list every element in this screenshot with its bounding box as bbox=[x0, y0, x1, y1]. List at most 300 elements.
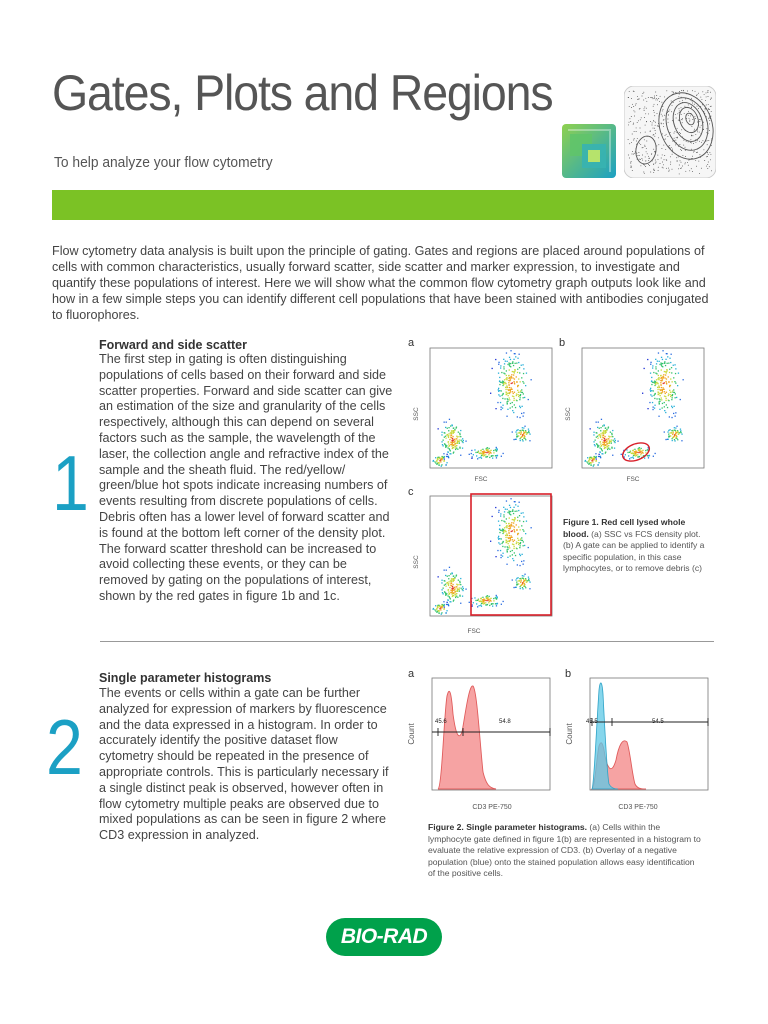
density-dot bbox=[629, 452, 630, 453]
density-dot bbox=[663, 389, 664, 390]
density-dot bbox=[510, 527, 511, 528]
density-dot bbox=[435, 610, 436, 611]
density-dot bbox=[509, 363, 510, 364]
contour-dot bbox=[653, 170, 654, 171]
density-dot bbox=[671, 406, 672, 407]
density-dot bbox=[518, 392, 519, 393]
density-dot bbox=[439, 605, 440, 606]
density-dot bbox=[443, 457, 444, 458]
density-dot bbox=[595, 457, 596, 458]
density-dot bbox=[477, 600, 478, 601]
density-dot bbox=[605, 452, 606, 453]
contour-dot bbox=[628, 155, 629, 156]
density-dot bbox=[602, 444, 603, 445]
density-dot bbox=[484, 455, 485, 456]
density-dot bbox=[454, 429, 455, 430]
contour-dot bbox=[682, 119, 683, 120]
density-dot bbox=[495, 408, 496, 409]
density-dot bbox=[625, 454, 626, 455]
density-dot bbox=[670, 432, 671, 433]
contour-dot bbox=[691, 126, 692, 127]
contour-dot bbox=[637, 138, 638, 139]
contour-dot bbox=[667, 136, 668, 137]
contour-dot bbox=[676, 137, 677, 138]
contour-dot bbox=[639, 109, 640, 110]
density-dot bbox=[451, 579, 452, 580]
density-dot bbox=[453, 432, 454, 433]
density-dot bbox=[506, 523, 507, 524]
density-dot bbox=[645, 450, 646, 451]
density-dot bbox=[650, 394, 651, 395]
density-dot bbox=[503, 368, 504, 369]
density-dot bbox=[496, 450, 497, 451]
density-dot bbox=[513, 396, 514, 397]
contour-dot bbox=[706, 92, 707, 93]
density-dot bbox=[669, 369, 670, 370]
density-dot bbox=[508, 543, 509, 544]
contour-dot bbox=[711, 111, 712, 112]
density-dot bbox=[600, 441, 601, 442]
density-dot bbox=[444, 443, 445, 444]
density-dot bbox=[671, 372, 672, 373]
density-dot bbox=[596, 458, 597, 459]
density-dot bbox=[508, 523, 509, 524]
contour-dot bbox=[671, 147, 672, 148]
density-dot bbox=[671, 367, 672, 368]
density-dot bbox=[667, 363, 668, 364]
density-dot bbox=[521, 365, 522, 366]
contour-dot bbox=[656, 162, 657, 163]
density-dot bbox=[514, 392, 515, 393]
density-dot bbox=[522, 439, 523, 440]
contour-dot bbox=[661, 148, 662, 149]
contour-dot bbox=[644, 108, 645, 109]
density-dot bbox=[515, 555, 516, 556]
density-dot bbox=[601, 439, 602, 440]
density-dot bbox=[512, 363, 513, 364]
contour-dot bbox=[633, 123, 634, 124]
contour-dot bbox=[701, 168, 702, 169]
density-dot bbox=[637, 454, 638, 455]
density-dot bbox=[444, 460, 445, 461]
contour-dot bbox=[671, 111, 672, 112]
density-dot bbox=[459, 582, 460, 583]
density-dot bbox=[664, 391, 665, 392]
density-dot bbox=[665, 381, 666, 382]
density-dot bbox=[521, 579, 522, 580]
contour-dot bbox=[658, 159, 659, 160]
density-dot bbox=[668, 434, 669, 435]
density-dot bbox=[666, 378, 667, 379]
contour-dot bbox=[658, 170, 659, 171]
contour-dot bbox=[676, 118, 677, 119]
density-dot bbox=[459, 439, 460, 440]
density-dot bbox=[459, 447, 460, 448]
density-dot bbox=[523, 545, 524, 546]
contour-dot bbox=[628, 97, 629, 98]
density-dot bbox=[497, 448, 498, 449]
density-dot bbox=[443, 453, 444, 454]
density-dot bbox=[522, 587, 523, 588]
density-dot bbox=[586, 461, 587, 462]
density-dot bbox=[654, 405, 655, 406]
density-dot bbox=[453, 442, 454, 443]
density-dot bbox=[597, 438, 598, 439]
contour-dot bbox=[629, 106, 630, 107]
contour-dot bbox=[709, 120, 710, 121]
contour-dot bbox=[697, 131, 698, 132]
density-dot bbox=[502, 408, 503, 409]
fig1c-ylabel: SSC bbox=[413, 555, 420, 569]
contour-dot bbox=[648, 158, 649, 159]
contour-dot bbox=[659, 101, 660, 102]
density-dot bbox=[650, 362, 651, 363]
density-dot bbox=[503, 531, 504, 532]
contour-dot bbox=[654, 98, 655, 99]
density-dot bbox=[639, 456, 640, 457]
contour-dot bbox=[706, 166, 707, 167]
density-dot bbox=[516, 363, 517, 364]
contour-dot bbox=[701, 99, 702, 100]
density-dot bbox=[525, 439, 526, 440]
density-dot bbox=[512, 402, 513, 403]
contour-dot bbox=[662, 162, 663, 163]
density-dot bbox=[510, 555, 511, 556]
density-dot bbox=[674, 364, 675, 365]
density-dot bbox=[454, 588, 455, 589]
contour-dot bbox=[655, 92, 656, 93]
fig1c-xlabel: FSC bbox=[467, 628, 481, 635]
density-dot bbox=[452, 436, 453, 437]
density-dot bbox=[441, 457, 442, 458]
contour-dot bbox=[638, 120, 639, 121]
density-dot bbox=[489, 448, 490, 449]
density-dot bbox=[498, 542, 499, 543]
density-dot bbox=[447, 456, 448, 457]
header-icon-cube bbox=[562, 124, 616, 178]
contour-dot bbox=[705, 108, 706, 109]
contour-dot bbox=[706, 156, 707, 157]
density-dot bbox=[506, 370, 507, 371]
density-dot bbox=[496, 603, 497, 604]
density-dot bbox=[506, 352, 507, 353]
density-dot bbox=[503, 373, 504, 374]
contour-dot bbox=[687, 162, 688, 163]
contour-dot bbox=[696, 166, 697, 167]
contour-dot bbox=[695, 118, 696, 119]
density-dot bbox=[524, 426, 525, 427]
density-dot bbox=[442, 444, 443, 445]
density-dot bbox=[520, 407, 521, 408]
density-dot bbox=[506, 392, 507, 393]
density-dot bbox=[515, 579, 516, 580]
section1-body: The first step in gating is often distinguishing populations of cells based on their forward and side scatter properties. Forward and side scatter can give an estimation of the size and granularity of the cells respectively, although this can depend on several factors such as the sample, the wavelength of the laser, the collection angle and refractive index of the sample and the sheath fluid. The red/yellow/ green/blue hot spots indicate increasing numbers of events resulting from discrete populations of cells. Debris often has a lower level of forward scatter and is found at the bottom left corner of the density plot. The forward scatter threshold can be increased to avoid collecting these events, or they can be removed by gating on the populations of interest, shown by the red gates in figure 1b and 1c. bbox=[99, 352, 393, 603]
contour-dot bbox=[633, 110, 634, 111]
contour-dot bbox=[643, 100, 644, 101]
density-dot bbox=[512, 396, 513, 397]
contour-dot bbox=[701, 142, 702, 143]
contour-dot bbox=[631, 142, 632, 143]
contour-dot bbox=[654, 136, 655, 137]
density-dot bbox=[450, 590, 451, 591]
density-dot bbox=[522, 364, 523, 365]
density-dot bbox=[660, 382, 661, 383]
density-dot bbox=[452, 595, 453, 596]
density-dot bbox=[457, 449, 458, 450]
density-dot bbox=[502, 553, 503, 554]
density-dot bbox=[457, 441, 458, 442]
density-dot bbox=[524, 437, 525, 438]
density-dot bbox=[495, 455, 496, 456]
density-dot bbox=[659, 401, 660, 402]
density-dot bbox=[665, 365, 666, 366]
contour-dot bbox=[674, 131, 675, 132]
density-dot bbox=[607, 447, 608, 448]
density-dot bbox=[460, 603, 461, 604]
density-dot bbox=[507, 409, 508, 410]
contour-dot bbox=[663, 164, 664, 165]
contour-dot bbox=[689, 121, 690, 122]
density-dot bbox=[674, 381, 675, 382]
density-dot bbox=[652, 365, 653, 366]
density-dot bbox=[650, 388, 651, 389]
density-dot bbox=[522, 440, 523, 441]
density-dot bbox=[657, 361, 658, 362]
density-dot bbox=[668, 430, 669, 431]
contour-dot bbox=[706, 128, 707, 129]
density-dot bbox=[514, 519, 515, 520]
density-dot bbox=[513, 529, 514, 530]
density-dot bbox=[498, 510, 499, 511]
contour-dot bbox=[672, 120, 673, 121]
contour-dot bbox=[645, 125, 646, 126]
contour-dot bbox=[679, 144, 680, 145]
density-dot bbox=[521, 432, 522, 433]
density-dot bbox=[523, 373, 524, 374]
contour-dot bbox=[673, 92, 674, 93]
density-dot bbox=[513, 365, 514, 366]
contour-dot bbox=[632, 170, 633, 171]
contour-dot bbox=[710, 106, 711, 107]
contour-dot bbox=[655, 163, 656, 164]
density-dot bbox=[441, 589, 442, 590]
density-dot bbox=[656, 363, 657, 364]
density-dot bbox=[673, 432, 674, 433]
density-dot bbox=[665, 439, 666, 440]
density-dot bbox=[441, 605, 442, 606]
density-dot bbox=[521, 580, 522, 581]
density-dot bbox=[448, 441, 449, 442]
density-dot bbox=[498, 388, 499, 389]
density-dot bbox=[481, 458, 482, 459]
density-dot bbox=[680, 429, 681, 430]
density-dot bbox=[511, 524, 512, 525]
density-dot bbox=[496, 605, 497, 606]
density-dot bbox=[458, 432, 459, 433]
bio-rad-logo-text: BIO-RAD bbox=[340, 925, 428, 948]
contour-dot bbox=[644, 117, 645, 118]
density-dot bbox=[496, 455, 497, 456]
density-dot bbox=[514, 378, 515, 379]
density-dot bbox=[453, 590, 454, 591]
density-dot bbox=[658, 416, 659, 417]
contour-dot bbox=[652, 122, 653, 123]
contour-dot bbox=[688, 165, 689, 166]
contour-dot bbox=[679, 91, 680, 92]
density-dot bbox=[674, 392, 675, 393]
density-dot bbox=[490, 452, 491, 453]
density-dot bbox=[525, 385, 526, 386]
density-dot bbox=[448, 578, 449, 579]
density-dot bbox=[520, 588, 521, 589]
contour-dot bbox=[702, 91, 703, 92]
contour-dot bbox=[648, 97, 649, 98]
density-dot bbox=[659, 387, 660, 388]
density-dot bbox=[653, 390, 654, 391]
density-dot bbox=[672, 397, 673, 398]
contour-dot bbox=[665, 139, 666, 140]
density-dot bbox=[598, 422, 599, 423]
density-dot bbox=[522, 381, 523, 382]
density-dot bbox=[513, 359, 514, 360]
density-dot bbox=[528, 547, 529, 548]
density-dot bbox=[517, 520, 518, 521]
contour-dot bbox=[653, 149, 654, 150]
contour-dot bbox=[668, 171, 669, 172]
figure1-caption-bold: Figure 1. Red cell lysed whole blood. bbox=[563, 517, 686, 539]
contour-dot bbox=[632, 154, 633, 155]
contour-dot bbox=[707, 92, 708, 93]
density-dot bbox=[681, 440, 682, 441]
density-dot bbox=[598, 435, 599, 436]
contour-dot bbox=[706, 132, 707, 133]
density-dot bbox=[460, 578, 461, 579]
contour-dot bbox=[663, 119, 664, 120]
contour-dot bbox=[654, 121, 655, 122]
density-dot bbox=[596, 432, 597, 433]
density-dot bbox=[451, 593, 452, 594]
density-dot bbox=[524, 580, 525, 581]
density-dot bbox=[471, 458, 472, 459]
density-dot bbox=[490, 600, 491, 601]
density-dot bbox=[500, 365, 501, 366]
contour-dot bbox=[678, 156, 679, 157]
density-dot bbox=[505, 383, 506, 384]
density-dot bbox=[509, 545, 510, 546]
density-dot bbox=[509, 387, 510, 388]
contour-dot bbox=[670, 156, 671, 157]
density-dot bbox=[673, 431, 674, 432]
density-dot bbox=[507, 512, 508, 513]
density-dot bbox=[440, 461, 441, 462]
density-dot bbox=[434, 461, 435, 462]
contour-dot bbox=[640, 144, 641, 145]
contour-dot bbox=[675, 114, 676, 115]
density-dot bbox=[516, 430, 517, 431]
density-dot bbox=[664, 363, 665, 364]
density-dot bbox=[655, 368, 656, 369]
density-dot bbox=[450, 601, 451, 602]
density-dot bbox=[676, 438, 677, 439]
density-dot bbox=[444, 458, 445, 459]
density-dot bbox=[435, 605, 436, 606]
density-dot bbox=[671, 399, 672, 400]
density-dot bbox=[661, 357, 662, 358]
density-dot bbox=[488, 602, 489, 603]
density-dot bbox=[511, 389, 512, 390]
density-dot bbox=[448, 581, 449, 582]
density-dot bbox=[607, 449, 608, 450]
density-dot bbox=[660, 395, 661, 396]
density-dot bbox=[516, 543, 517, 544]
density-dot bbox=[659, 389, 660, 390]
contour-dot bbox=[677, 128, 678, 129]
density-dot bbox=[491, 455, 492, 456]
contour-dot bbox=[685, 150, 686, 151]
contour-dot bbox=[680, 133, 681, 134]
fig2-panel-a-plot bbox=[404, 674, 554, 814]
density-dot bbox=[666, 398, 667, 399]
density-dot bbox=[498, 394, 499, 395]
contour-dot bbox=[641, 158, 642, 159]
contour-dot bbox=[706, 116, 707, 117]
density-dot bbox=[513, 560, 514, 561]
contour-dot bbox=[669, 170, 670, 171]
density-dot bbox=[452, 440, 453, 441]
density-dot bbox=[496, 447, 497, 448]
density-dot bbox=[515, 356, 516, 357]
density-dot bbox=[507, 399, 508, 400]
density-dot bbox=[498, 362, 499, 363]
contour-dot bbox=[706, 96, 707, 97]
density-dot bbox=[485, 602, 486, 603]
density-dot bbox=[439, 457, 440, 458]
contour-dot bbox=[673, 102, 674, 103]
density-dot bbox=[443, 588, 444, 589]
density-dot bbox=[600, 427, 601, 428]
density-dot bbox=[664, 402, 665, 403]
density-dot bbox=[631, 457, 632, 458]
density-dot bbox=[496, 598, 497, 599]
density-dot bbox=[506, 416, 507, 417]
contour-dot bbox=[700, 119, 701, 120]
contour-dot bbox=[663, 145, 664, 146]
density-dot bbox=[649, 402, 650, 403]
density-dot bbox=[498, 389, 499, 390]
contour-dot bbox=[708, 118, 709, 119]
contour-dot bbox=[698, 161, 699, 162]
density-dot bbox=[640, 454, 641, 455]
density-dot bbox=[663, 374, 664, 375]
fig2b-left-percent: 45.5 bbox=[586, 719, 598, 725]
density-dot bbox=[664, 406, 665, 407]
contour-dot bbox=[688, 115, 689, 116]
contour-dot bbox=[636, 131, 637, 132]
contour-dot bbox=[681, 168, 682, 169]
density-dot bbox=[455, 597, 456, 598]
density-dot bbox=[523, 516, 524, 517]
contour-dot bbox=[711, 98, 712, 99]
density-dot bbox=[513, 522, 514, 523]
contour-dot bbox=[699, 141, 700, 142]
contour-dot bbox=[694, 104, 695, 105]
density-dot bbox=[662, 403, 663, 404]
density-dot bbox=[516, 439, 517, 440]
density-dot bbox=[507, 547, 508, 548]
contour-dot bbox=[645, 160, 646, 161]
contour-dot bbox=[644, 145, 645, 146]
density-dot bbox=[680, 431, 681, 432]
